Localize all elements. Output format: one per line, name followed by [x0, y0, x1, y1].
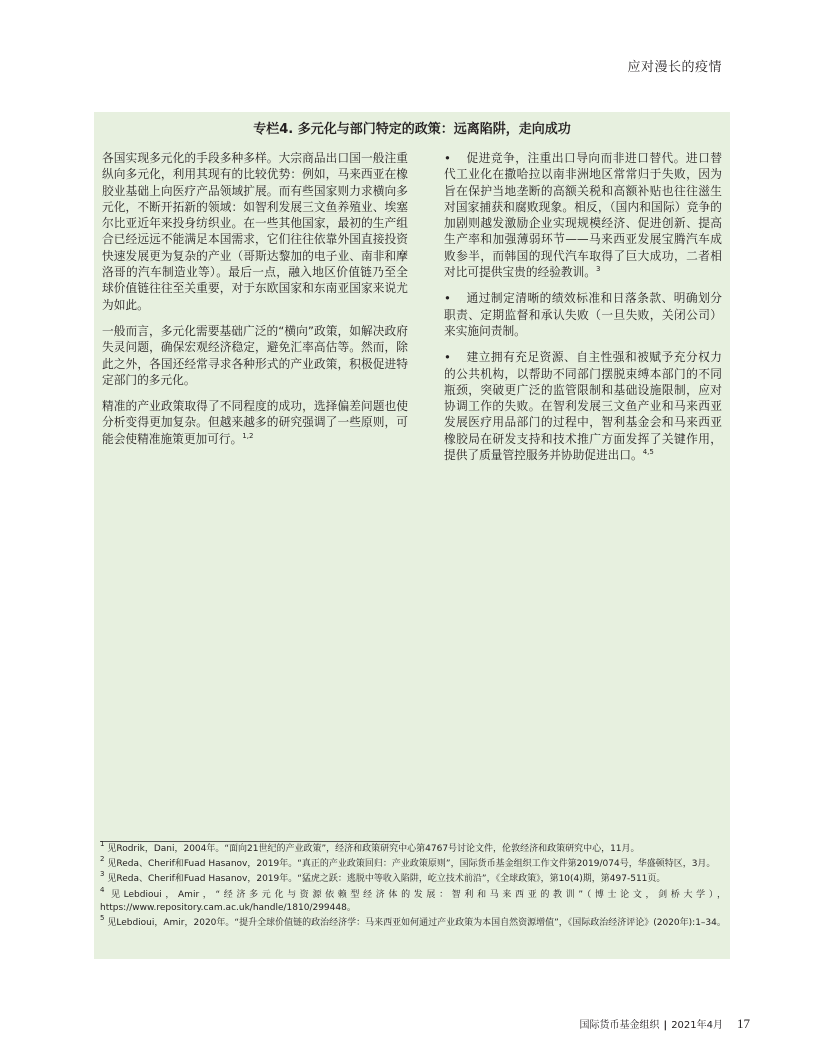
- paragraph: [102, 398, 408, 447]
- bullet-item: [444, 150, 722, 280]
- footnotes: [100, 840, 726, 932]
- right-column: [444, 150, 722, 473]
- footnote-number: 3: [100, 870, 105, 879]
- footnote-number: 2: [100, 855, 105, 864]
- bullet-text: 促进竞争，注重出口导向而非进口替代。进口替代工业化在撒哈拉以南非洲地区常常归于失败，因为旨在保护当地垄断的高额关税和高额补贴也往往滋生对国家捕获和腐败现象。相反，（国内和国际）竞争的加剧则越发激励企业实现规模经济、促进创新、提高生产率和加强薄弱环节——马来西亚发展宝腾汽车成败参半，而韩国的现代汽车取得了巨大成功，二者相对比可提供宝贵的经验教训。: [444, 151, 722, 280]
- footnote-text: 见Rodrik，Dani，2004年。“面向21世纪的产业政策”，经济和政策研究中心第4767号讨论文件，伦敦经济和政策研究中心，11月。: [107, 844, 640, 854]
- paragraph: [102, 150, 408, 313]
- footer-date: 2021年4月: [671, 1020, 723, 1031]
- footnote-text: 见Reda、Cherif和Fuad Hasanov，2019年。“猛虎之跃：逃脱中等收入陷阱，屹立技术前沿”，《全球政策》，第10(4)期，第497-511页。: [107, 874, 666, 885]
- running-head: 应对漫长的疫情: [627, 60, 722, 75]
- footer-publisher: 国际货币基金组织: [579, 1020, 660, 1031]
- footnote-text: 见Lebdioui，Amir，“经济多元化与资源依赖型经济体的发展：智利和马来西亚的教训”（博士论文，剑桥大学），https://www.repository.cam.ac.uk/handle/1810/299448。: [100, 889, 726, 913]
- bullet-marker: •: [444, 350, 451, 365]
- footer-separator: |: [663, 1020, 668, 1031]
- footnote-number: 1: [100, 840, 105, 848]
- page-footer: [580, 1016, 750, 1032]
- bullet-text: 建立拥有充足资源、自主性强和被赋予充分权力的公共机构，以帮助不同部门摆脱束缚本部门的不同瓶颈，突破更广泛的监管限制和基础设施限制，应对协调工作的失败。在智利发展三文鱼产业和马来西亚发展医疗用品部门的过程中，智利基金会和马来西亚橡胶局在研发支持和技术推广方面发挥了关键作用，提供了质量管控服务并协助促进出口。: [444, 350, 722, 463]
- footnote-text: 见Lebdioui，Amir，2020年。“提升全球价值链的政治经济学：马来西亚如何通过产业政策为本国自然资源增值”，《国际政治经济评论》(2020年):1–34。: [107, 918, 726, 929]
- footnote-number: 5: [100, 914, 105, 923]
- footnote-divider: [100, 841, 400, 842]
- footnote-ref: 1,2: [242, 431, 254, 440]
- bullet-text: 通过制定清晰的绩效标准和日落条款、明确划分职责、定期监督和承认失败（一旦失败，关闭公司）来实施问责制。: [444, 291, 722, 338]
- footnote: [100, 870, 726, 886]
- bullet-marker: •: [444, 291, 451, 306]
- bullet-item: [444, 290, 722, 339]
- paragraph-text: 一般而言，多元化需要基础广泛的“横向”政策，如解决政府失灵问题，确保宏观经济稳定，避免汇率高估等。然而，除此之外，各国还经常寻求各种形式的产业政策，积极促进特定部门的多元化。: [102, 323, 408, 387]
- footnote: [100, 840, 726, 856]
- bullet-item: [444, 349, 722, 463]
- paragraph-text: 精准的产业政策取得了不同程度的成功，选择偏差问题也使分析变得更加复杂。但越来越多的研究强调了一些原则，可能会使精准施策更加可行。: [102, 399, 408, 446]
- footnote: [100, 885, 726, 915]
- footnote-ref: 3: [595, 265, 601, 274]
- footnote: [100, 914, 726, 930]
- box-title: 专栏4. 多元化与部门特定的政策：远离陷阱，走向成功: [253, 122, 571, 137]
- footnote-number: 4: [100, 885, 105, 894]
- left-column: [102, 150, 408, 457]
- box-panel: [94, 112, 730, 959]
- footnote: [100, 855, 726, 871]
- page-number: 17: [737, 1016, 750, 1031]
- footnote-text: 见Reda、Cherif和Fuad Hasanov，2019年。“真正的产业政策回归：产业政策原则”，国际货币基金组织工作文件第2019/074号，华盛顿特区，3月。: [107, 859, 716, 870]
- bullet-marker: •: [444, 151, 451, 165]
- footnote-ref: 4,5: [642, 448, 654, 457]
- paragraph-text: 各国实现多元化的手段多种多样。大宗商品出口国一般注重纵向多元化，利用其现有的比较优势：例如，马来西亚在橡胶业基础上向医疗产品领域扩展。而有些国家则力求横向多元化，不断开拓新的领域：如智利发展三文鱼养殖业、埃塞尔比亚近年来投身纺织业。在一些其他国家，最初的生产组合已经远远不能满足本国需求，它们往往依靠外国直接投资快速发展更为复杂的产业（哥斯达黎加的电子业、南非和摩洛哥的汽车制造业等）。最后一点，融入地区价值链乃至全球价值链往往至关重要，对于东欧国家和东南亚国家来说尤为如此。: [102, 151, 408, 312]
- paragraph: [102, 323, 408, 388]
